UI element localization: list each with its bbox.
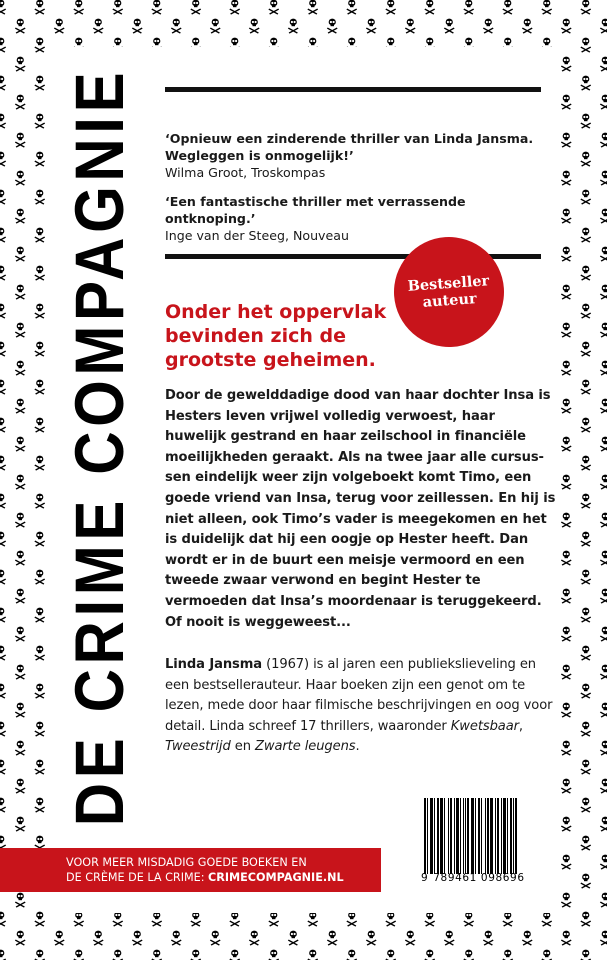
banner-line-2: DE CRÈME DE LA CRIME: CRIMECOMPAGNIE.NL	[66, 871, 344, 884]
quote-text: ‘Opnieuw een zinderende thriller van Linda Jansma. Wegleggen is onmogelijk!’	[165, 131, 534, 163]
badge-line-2: auteur	[422, 290, 478, 311]
isbn-barcode	[418, 796, 540, 888]
author-bio: Linda Jansma (1967) is al jaren een publiekslieveling en een bestsellerauteur. Haar boeken zijn een genot om te lezen, mede door haar filmische beschrijvingen en oog voor detail. Linda schreef 17 thrillers, waaronder Kwetsbaar, Tweestrijd en Zwarte leugens.	[165, 657, 553, 755]
series-title: DE CRIME COMPAGNIE	[60, 67, 138, 827]
book-title: Zwarte leugens	[254, 739, 356, 755]
author-name: Linda Jansma	[165, 657, 263, 672]
publisher-banner	[0, 848, 381, 892]
blurb-text: Door de gewelddadige dood van haar dochter Insa is Hesters leven vrijwel volledig verwoest, haar huwelijk gestrand en haar zeilschool in financiële moeilijkheden geraakt. Als na twee jaar alle cursussen eindelijk weer zijn volgeboekt komt Timo, een goede vriend van Insa, terug voor zeillessen. En hij is niet alleen, ook Timo’s vader is meegekomen en het is duidelijk dat hij een oogje op Hester heeft. Dan wordt er in de buurt een meisje vermoord en een tweede zwaar verwond en begint Hester te vermoeden dat Insa’s moordenaar is teruggekeerd. Of nooit is weggeweest...	[165, 388, 556, 630]
series-title-vertical	[60, 67, 138, 827]
book-title: Kwetsbaar	[450, 718, 519, 734]
quote-text: ‘Een fantastische thriller met verrassende ontknoping.’	[165, 194, 466, 226]
quote-source: Wilma Groot, Troskompas	[165, 165, 326, 180]
review-quote-1	[165, 130, 545, 181]
top-rule	[165, 87, 541, 92]
barcode-bars	[424, 798, 536, 874]
website-link[interactable]: CRIMECOMPAGNIE.NL	[208, 871, 344, 884]
badge-line-1: Bestseller	[407, 272, 490, 295]
quote-source: Inge van der Steeg, Nouveau	[165, 228, 349, 243]
book-title: Tweestrijd	[165, 739, 231, 755]
isbn-number: 9 789461 098696	[421, 872, 525, 884]
tagline: Onder het oppervlak bevinden zich de grootste geheimen.	[165, 301, 387, 371]
review-quote-2	[165, 193, 545, 244]
banner-line-1: VOOR MEER MISDADIG GOEDE BOEKEN EN	[66, 856, 307, 869]
